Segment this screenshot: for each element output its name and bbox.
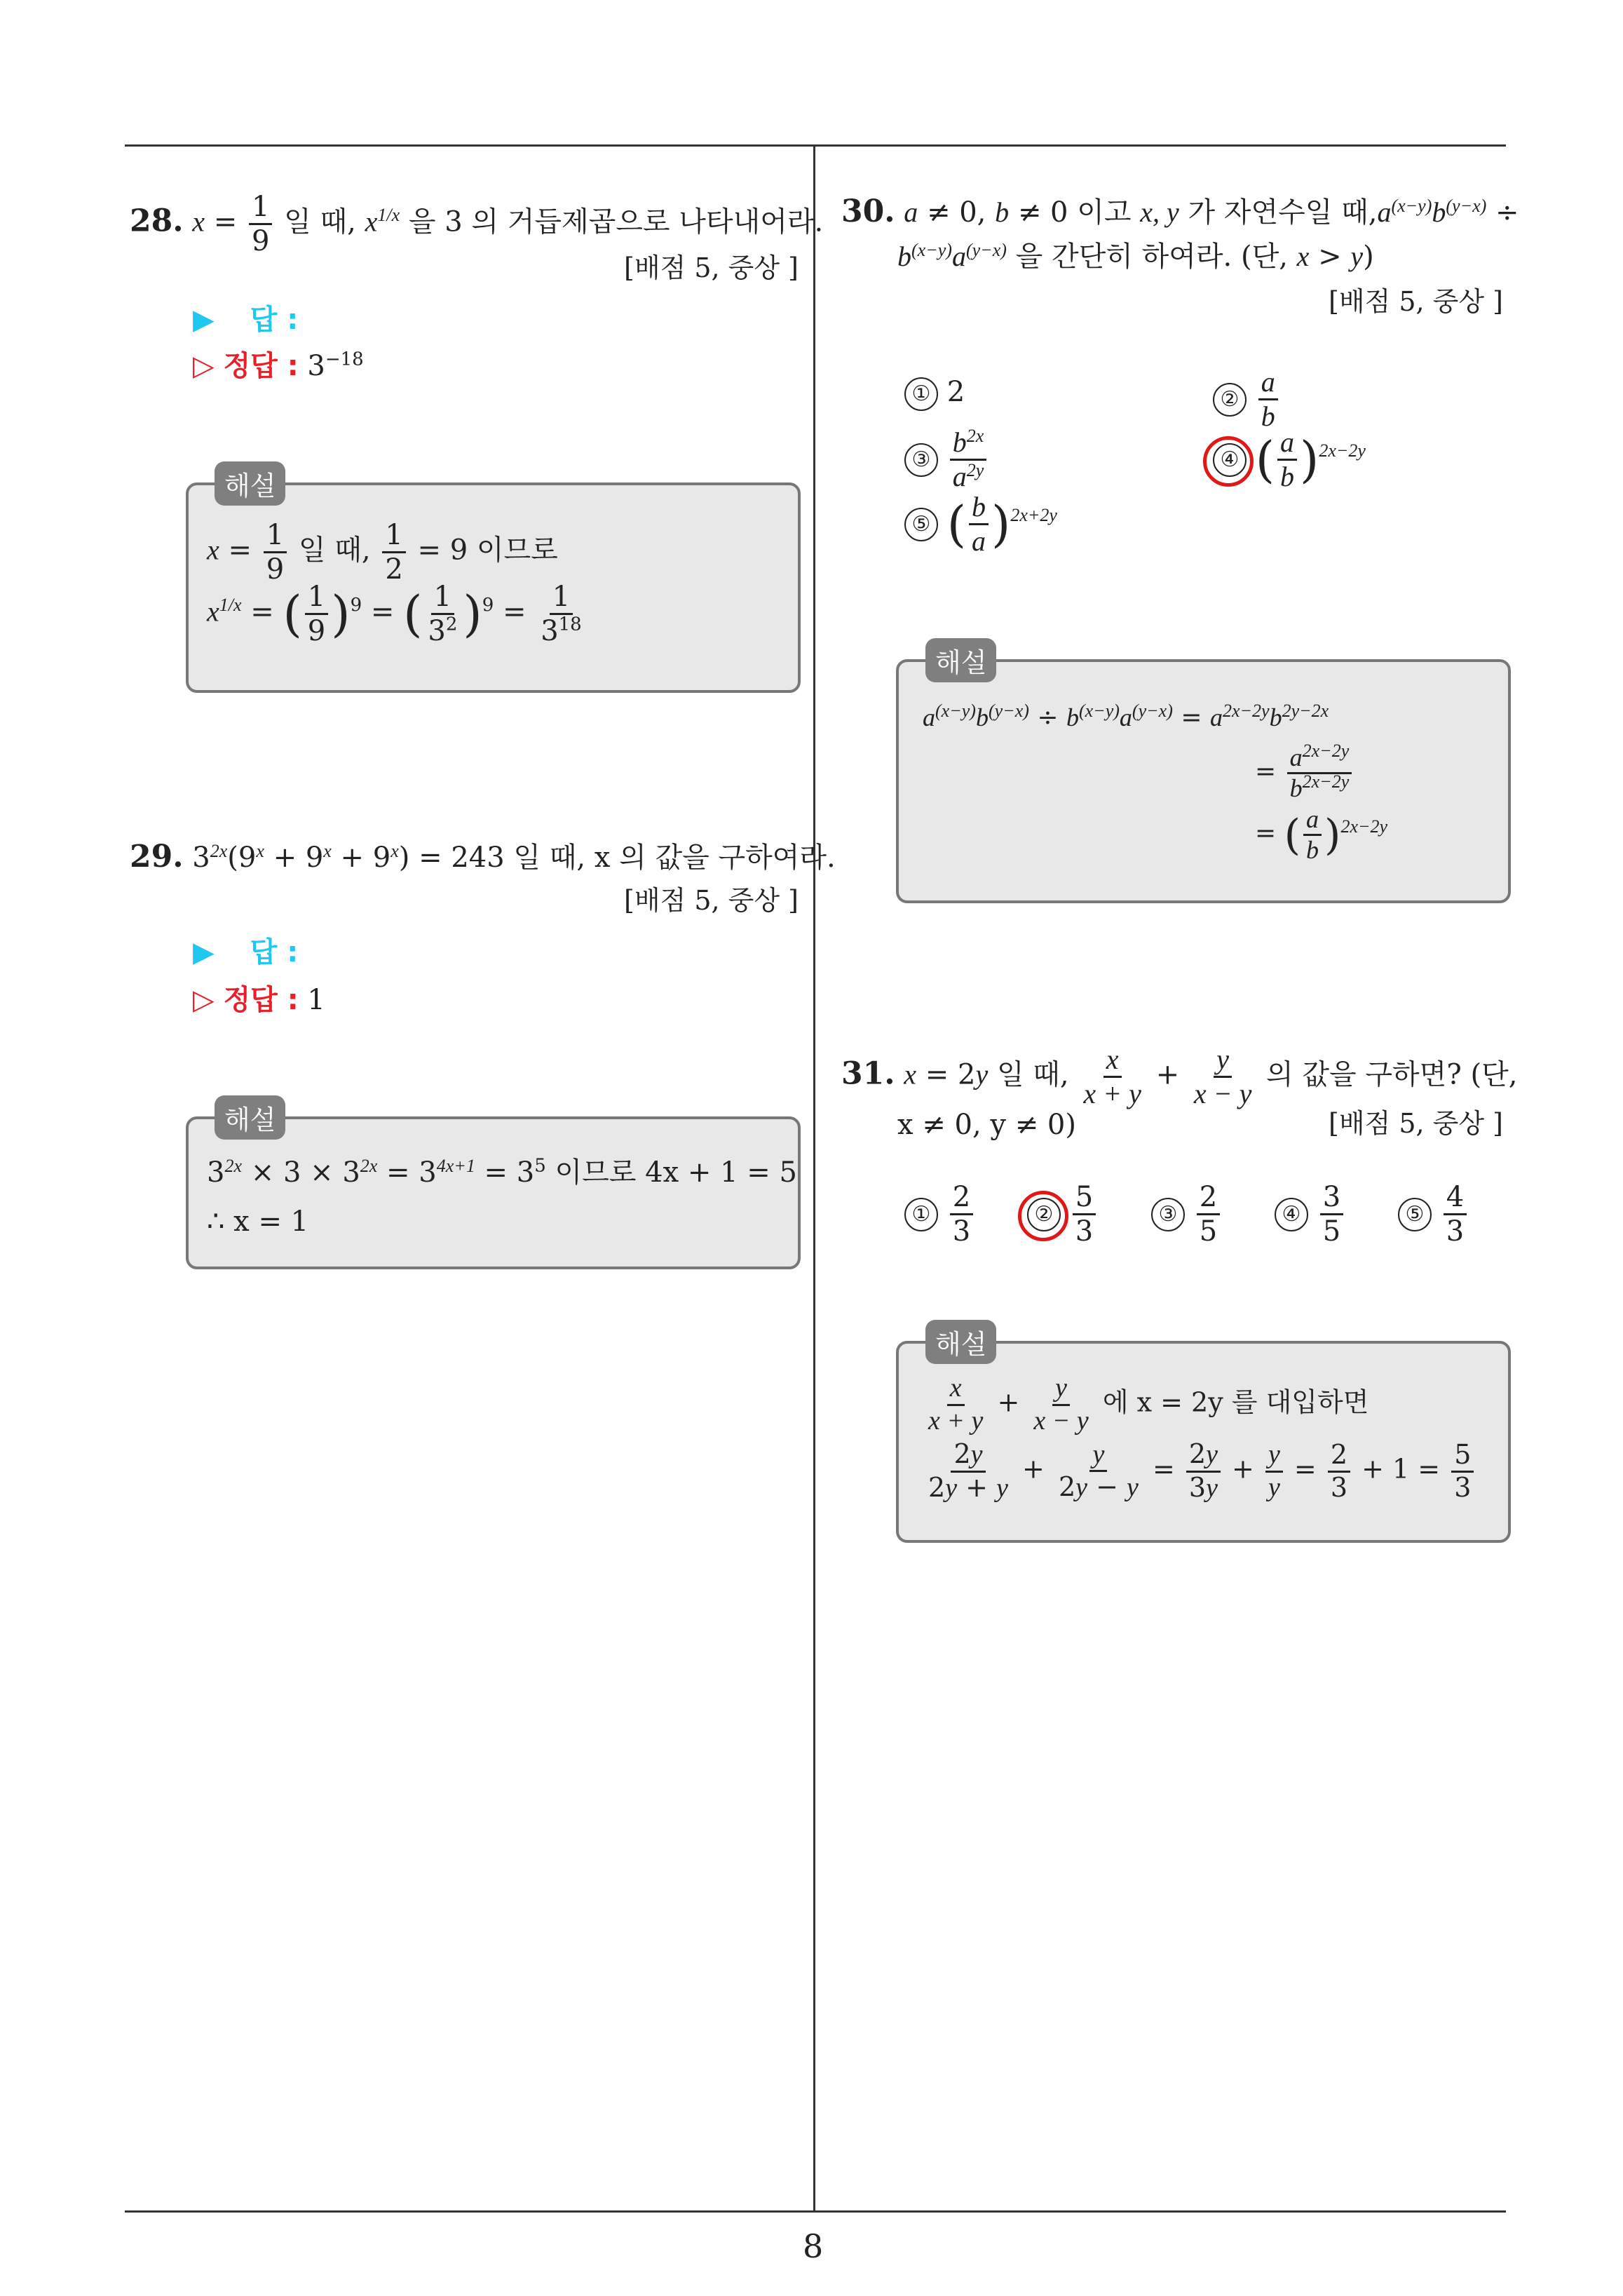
q28-correct-exp: −18 xyxy=(325,349,364,370)
q31-statement-line1: 31. x = 2y 일 때, $\frac{x}{x + y}$ + $\frac{y}{x - y}$ 의 값을 구하면? (단, xyxy=(841,1044,1518,1109)
q29-correct-value: 1 xyxy=(307,984,325,1016)
q29-solution-box xyxy=(186,1116,801,1269)
q30-statement-line2: $b^{(x-y)}a^{(y-x)}$ 을 간단히 하여라. (단, x > y) xyxy=(897,239,1374,273)
q28-number: 28. xyxy=(130,203,184,239)
filled-triangle-icon: ▶ xyxy=(193,304,215,336)
q30-solution-box xyxy=(896,659,1511,903)
q30-choice-3[interactable]: ③ $\frac{b^{2x}}{a^{2y}}$ xyxy=(904,426,989,493)
q28-answer-line xyxy=(193,303,298,337)
q29-statement: 29. $3^{2x}(9^x + 9^x + 9^x) = 243$ 일 때, x 의 값을 구하여라. xyxy=(130,839,836,874)
q30-solution-tag: 해설 xyxy=(925,638,996,682)
q30-number: 30. xyxy=(841,194,895,229)
q30-statement-line1: 30. a ≠ 0, b ≠ 0 이고 x, y 가 자연수일 때$,a^{(x-y)}b^{(y-x)}$ ÷ xyxy=(841,194,1519,229)
q31-choice-5[interactable]: ⑤ $\frac{4}{3}$ xyxy=(1398,1181,1469,1248)
q29-answer-line: ▶ 답 : xyxy=(193,936,299,968)
bottom-rule xyxy=(125,2210,1506,2213)
q29-number: 29. xyxy=(130,839,184,874)
q31-choice-3[interactable]: ③ $\frac{2}{5}$ xyxy=(1151,1181,1223,1248)
q28-solution-line1: x = $\frac{1}{9}$ 일 때, $\frac{1}{2}$ = 9 이므로 xyxy=(207,519,558,586)
q31-solution-tag: 해설 xyxy=(925,1320,996,1364)
q31-solution-line1: $\frac{x}{x + y}$ + $\frac{y}{x - y}$ 에 x = 2y 를 대입하면 xyxy=(928,1373,1369,1436)
q31-score: [배점 5, 중상 ] xyxy=(1329,1108,1503,1139)
q28-solution-line2: $x^{1/x}$ = ( $\frac{1}{9}$ )$^9$ = ( $\frac{1}{3^2}$ )$^9$ = $\frac{1}{3^{18}}$ xyxy=(207,581,582,647)
q29-correct-line: ▷ 정답 : 1 xyxy=(193,984,325,1016)
filled-triangle-icon: ▶ xyxy=(193,936,215,968)
q29-score: [배점 5, 중상 ] xyxy=(624,885,799,916)
page-number: 8 xyxy=(803,2227,824,2265)
q31-choice-1[interactable]: ① $\frac{2}{3}$ xyxy=(904,1181,976,1248)
answer-label: 답 : xyxy=(250,304,299,336)
q28-text-a: 일 때, xyxy=(284,205,356,238)
red-circle-mark-icon xyxy=(1018,1191,1068,1241)
correct-label: 정답 : xyxy=(223,350,299,382)
q29-solution-tag: 해설 xyxy=(215,1095,285,1140)
q30-solution-line2: = $\frac{a^{2x-2y}}{b^{2x-2y}}$ xyxy=(1255,743,1354,804)
q31-solution-line2: $\frac{2y}{2y + y}$ + $\frac{y}{2y - y}$ = $\frac{2y}{3y}$ + $\frac{y}{y}$ = $\frac{2}{3}$ + 1 = $\frac{5}{3}$ xyxy=(923,1439,1476,1504)
q30-solution-line3: = ( $\frac{a}{b}$ )$^{2x-2y}$ xyxy=(1255,805,1388,865)
q30-choice-5[interactable]: ⑤ ( $\frac{b}{a}$ )$^{2x+2y}$ xyxy=(904,491,1057,558)
q28-solution-tag: 해설 xyxy=(215,461,285,506)
q29-solution-line1: $3^{2x} \times 3 \times 3^{2x} = 3^{4x+1} = 3^5$ 이므로 4x + 1 = 5 xyxy=(207,1155,797,1189)
column-divider xyxy=(813,144,815,2212)
q28-correct-value: 3 xyxy=(307,350,325,382)
q30-choice-2[interactable]: ② $\frac{a}{b}$ xyxy=(1213,366,1281,433)
q31-choice-4[interactable]: ④ $\frac{3}{5}$ xyxy=(1275,1181,1346,1248)
q30-solution-line1: $a^{(x-y)}b^{(y-x)} \div b^{(x-y)}a^{(y-x)} = a^{2x-2y}b^{2y-2x}$ xyxy=(923,701,1329,732)
q31-statement-line2: x ≠ 0, y ≠ 0) xyxy=(897,1109,1076,1141)
q28-text-b: 을 3 의 거듭제곱으로 나타내어라. xyxy=(408,205,824,238)
q29-text: = 243 일 때, x 의 값을 구하여라. xyxy=(419,842,836,874)
q30-choice-4[interactable]: ④ ( $\frac{a}{b}$ )$^{2x-2y}$ xyxy=(1213,426,1366,493)
red-circle-mark-icon xyxy=(1203,436,1254,487)
outline-triangle-icon: ▷ xyxy=(193,350,215,382)
q28-correct-line xyxy=(193,349,364,383)
q30-score: [배점 5, 중상 ] xyxy=(1329,286,1503,317)
top-rule xyxy=(125,144,1506,147)
q29-solution-line2: ∴ x = 1 xyxy=(207,1206,309,1238)
q31-choice-2[interactable]: ② $\frac{5}{3}$ xyxy=(1027,1181,1099,1248)
q28-statement: 28. x = $\frac{1}{9}$ 일 때, $x^{1/x}$ 을 3 의 거듭제곱으로 나타내어라. xyxy=(130,191,824,257)
outline-triangle-icon: ▷ xyxy=(193,984,215,1016)
q28-score: [배점 5, 중상 ] xyxy=(624,252,799,283)
q31-number: 31. xyxy=(841,1055,895,1092)
q30-choice-1[interactable]: ① 2 xyxy=(904,376,965,411)
